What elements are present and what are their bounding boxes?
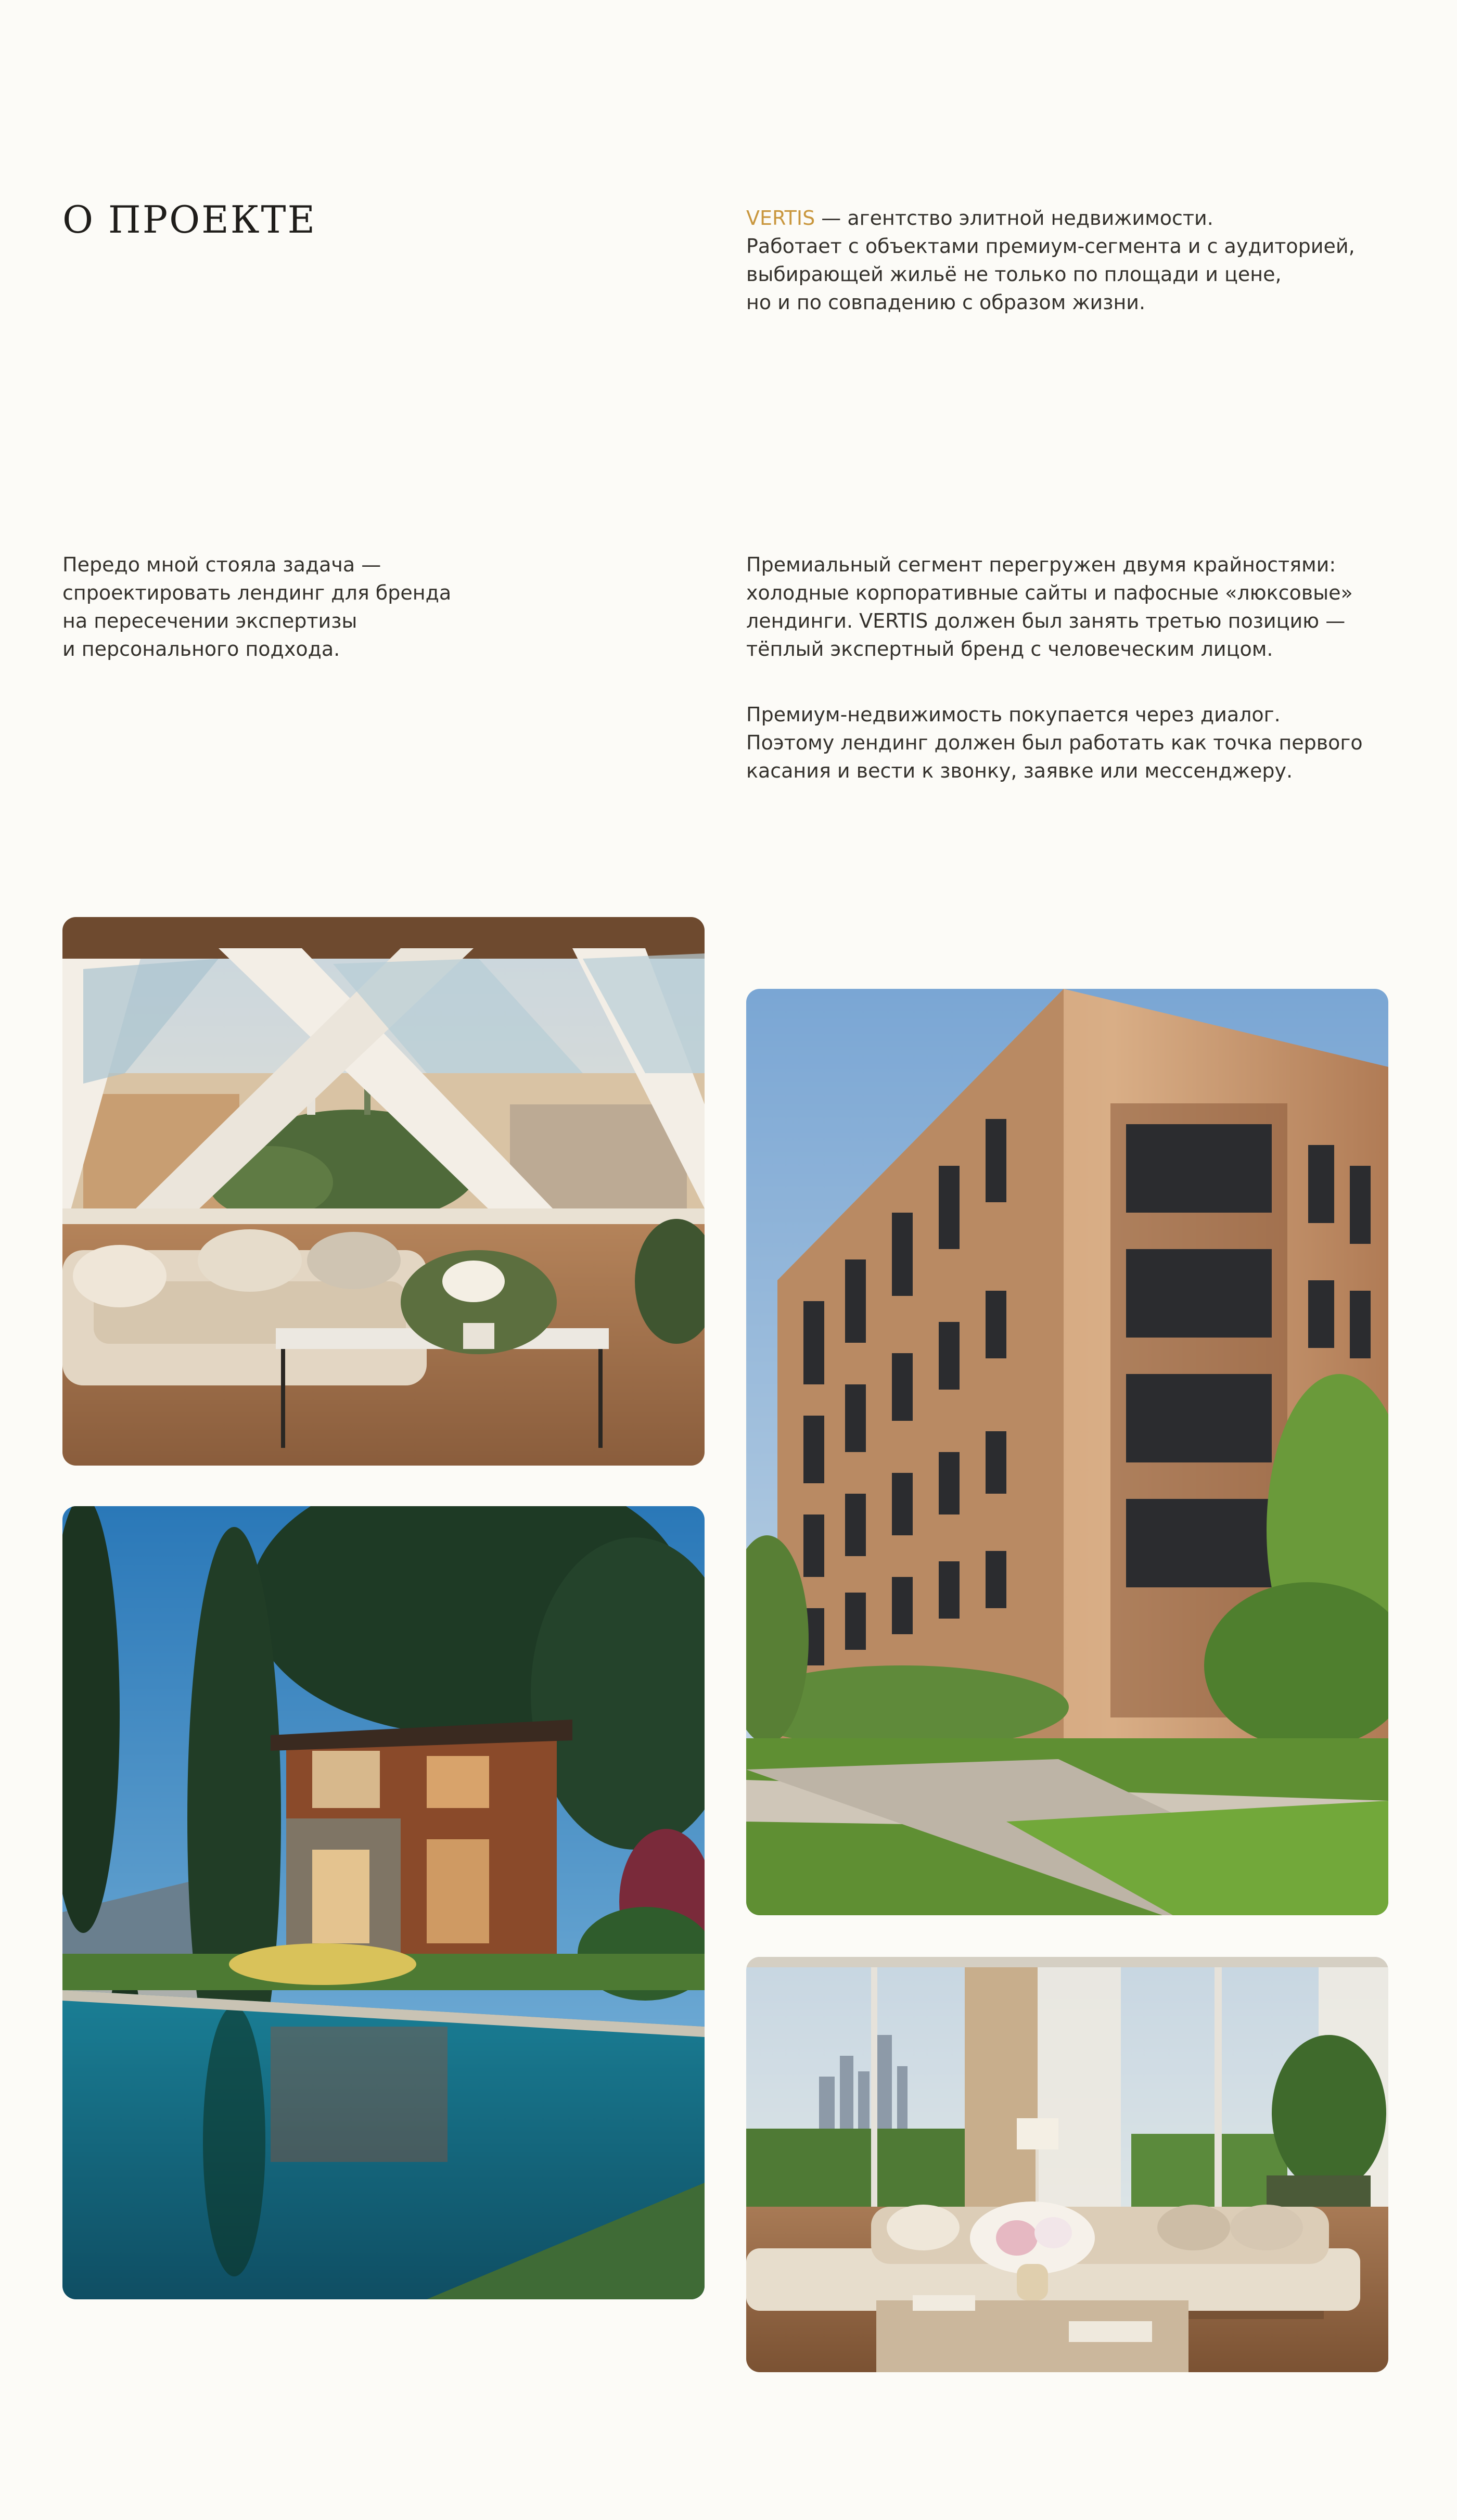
brand-name: VERTIS [746,207,815,230]
dialog-line: касания и вести к звонку, заявке или мессенджеру. [746,759,1293,782]
villa-pool-photo [62,1506,705,2299]
living-room-photo [746,1957,1388,2372]
dialog-line: Премиум-недвижимость покупается через диалог. [746,703,1281,726]
problem-line: Премиальный сегмент перегружен двумя крайностями: [746,553,1336,576]
intro-line-3: выбирающей жильё не только по площади и цене, [746,263,1282,286]
intro-line-4: но и по совпадению с образом жизни. [746,291,1146,314]
task-line: Передо мной стояла задача — [62,553,381,576]
task-line: спроектировать лендинг для бренда [62,581,452,604]
intro-paragraph [746,204,1355,316]
intro-line-1: VERTIS — агентство элитной недвижимости. [746,207,1213,230]
task-paragraph [62,551,451,663]
problem-line: лендинги. VERTIS должен был занять третью позицию — [746,609,1346,632]
dialog-line: Поэтому лендинг должен был работать как точка первого [746,731,1363,754]
building-exterior-photo [746,989,1388,1915]
task-line: и персонального подхода. [62,638,340,660]
problem-paragraph [746,551,1353,663]
section-title: О ПРОЕКТЕ [62,198,317,241]
intro-line-2: Работает с объектами премиум-сегмента и с аудиторией, [746,235,1355,258]
loft-interior-photo [62,917,705,1466]
task-line: на пересечении экспертизы [62,609,357,632]
dialog-paragraph [746,701,1363,785]
problem-line: тёплый экспертный бренд с человеческим лицом. [746,638,1273,660]
problem-line: холодные корпоративные сайты и пафосные «люксовые» [746,581,1353,604]
